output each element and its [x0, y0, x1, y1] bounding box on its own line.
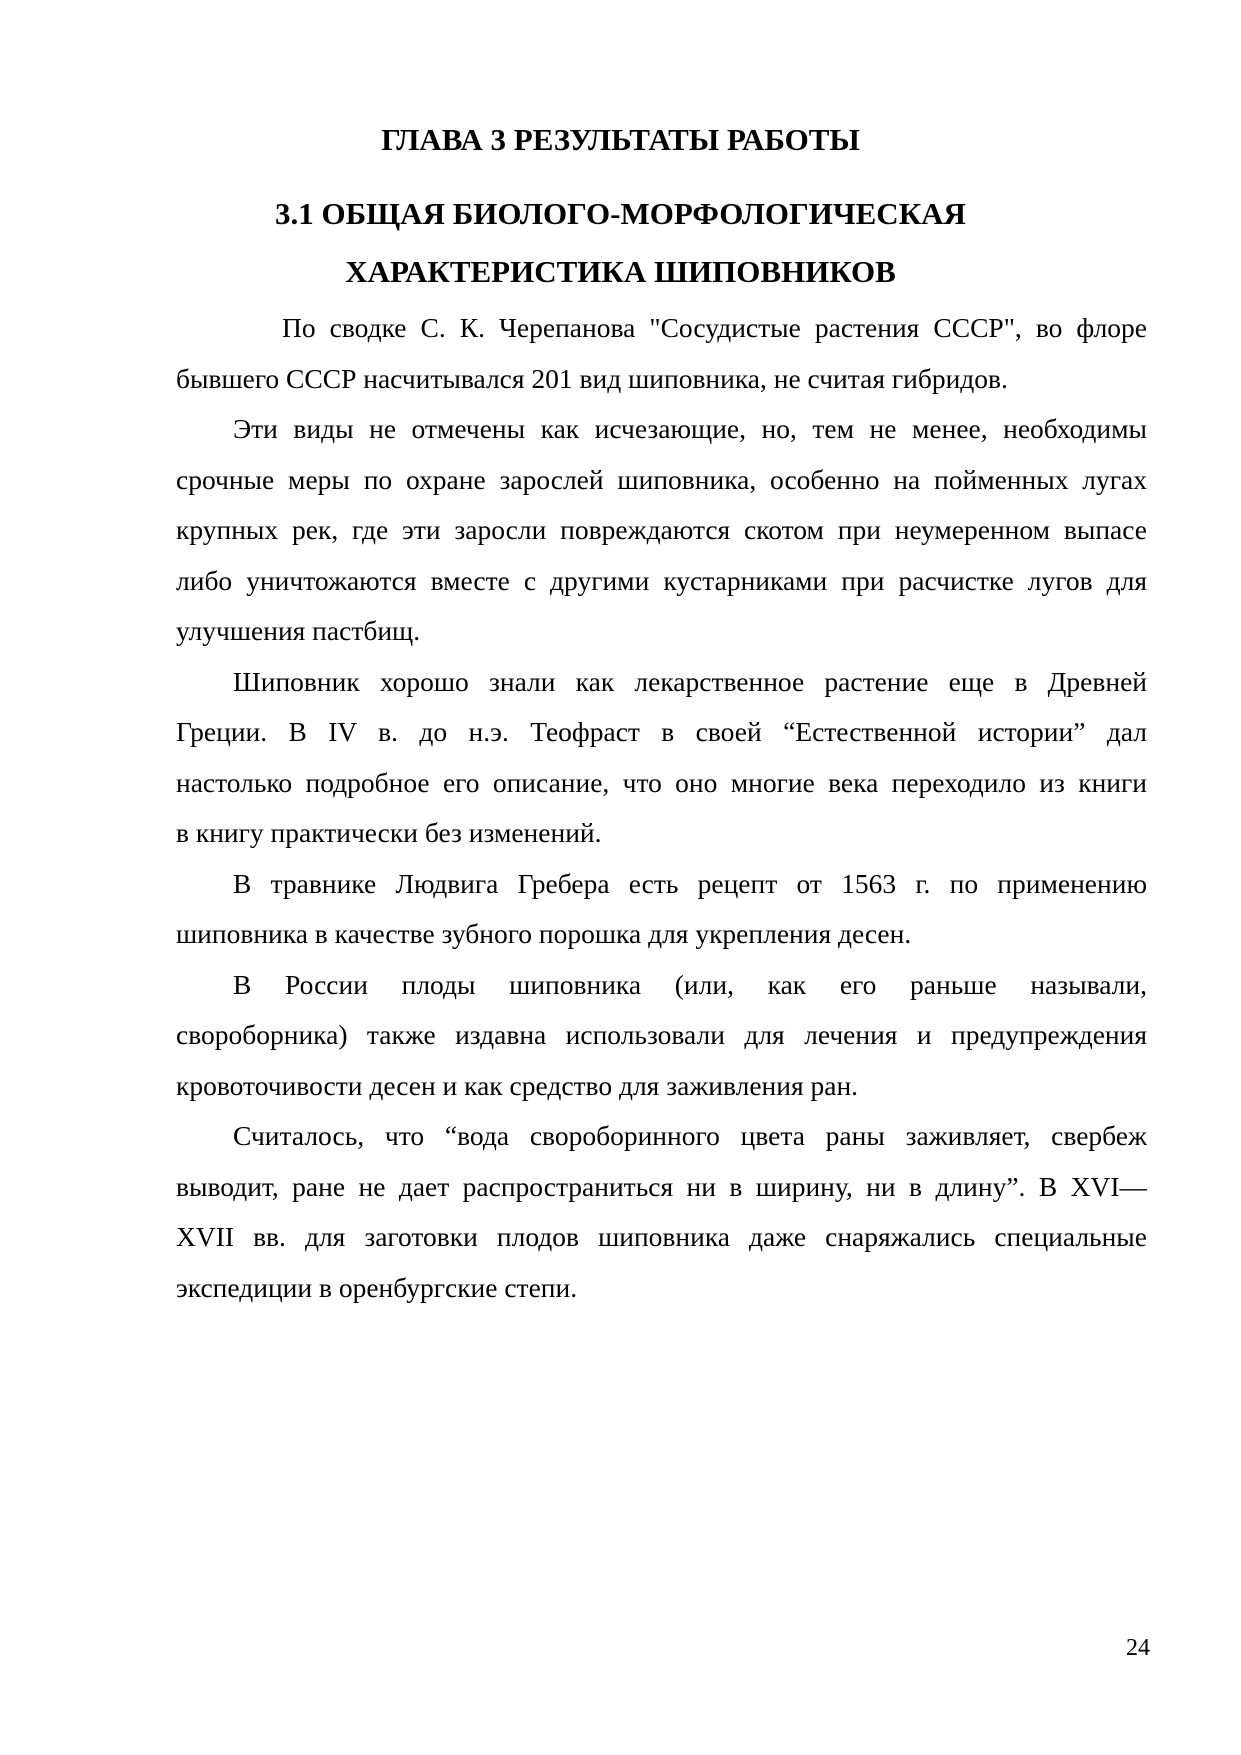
paragraph: [176, 965, 1147, 1117]
text-line: настолько подробное его описание, что оно многие века переходило из книги: [176, 766, 1147, 798]
text-line: выводит, ране не дает распространиться ни в ширину, ни в длину”. В XVI—: [176, 1170, 1147, 1202]
text-line: бывшего СССР насчитывался 201 вид шиповника, не считая гибридов.: [176, 362, 1008, 394]
text-line: экспедиции в оренбургские степи.: [176, 1271, 578, 1303]
paragraph: [176, 308, 1147, 409]
text-line: XVII вв. для заготовки плодов шиповника даже снаряжались специальные: [176, 1221, 1147, 1252]
text-line: либо уничтожаются вместе с другими кустарниками при расчистке лугов для: [176, 564, 1147, 596]
text-line: свороборника) также издавна использовали для лечения и предупреждения: [176, 1019, 1147, 1050]
text-line: Эти виды не отмечены как исчезающие, но, тем не менее, необходимы: [233, 413, 1147, 444]
paragraph: [176, 409, 1147, 662]
text-line: срочные меры по охране зарослей шиповника, особенно на пойменных лугах: [176, 463, 1147, 495]
chapter-title: ГЛАВА 3 РЕЗУЛЬТАТЫ РАБОТЫ: [381, 122, 860, 157]
text-line: крупных рек, где эти заросли повреждаются скотом при неумеренном выпасе: [176, 514, 1147, 545]
text-line: Считалось, что “вода свороборинного цвета раны заживляет, свербеж: [233, 1120, 1147, 1151]
section-title-line-2: ХАРАКТЕРИСТИКА ШИПОВНИКОВ: [345, 254, 896, 289]
text-line: Греции. В IV в. до н.э. Теофраст в своей “Естественной истории” дал: [176, 716, 1147, 747]
page-number: 24: [1126, 1635, 1150, 1661]
text-line: в книгу практически без изменений.: [176, 817, 602, 848]
text-line: кровоточивости десен и как средство для заживления ран.: [176, 1069, 859, 1101]
text-line: шиповника в качестве зубного порошка для укрепления десен.: [176, 918, 912, 949]
paragraph: [176, 1116, 1147, 1318]
text-line: В России плоды шиповника (или, как его раньше называли,: [233, 968, 1147, 1000]
text-line: Шиповник хорошо знали как лекарственное растение еще в Древней: [233, 665, 1147, 697]
text-line: улучшения пастбищ.: [176, 615, 421, 646]
paragraph: [176, 864, 1147, 965]
body-text: [176, 308, 1147, 1318]
text-line: По сводке С. К. Черепанова "Сосудистые растения СССР", во флоре: [282, 312, 1147, 343]
text-line: В травнике Людвига Гребера есть рецепт от 1563 г. по применению: [233, 867, 1147, 899]
section-title-line-1: 3.1 ОБЩАЯ БИОЛОГО-МОРФОЛОГИЧЕСКАЯ: [275, 196, 966, 231]
paragraph: [176, 662, 1147, 864]
